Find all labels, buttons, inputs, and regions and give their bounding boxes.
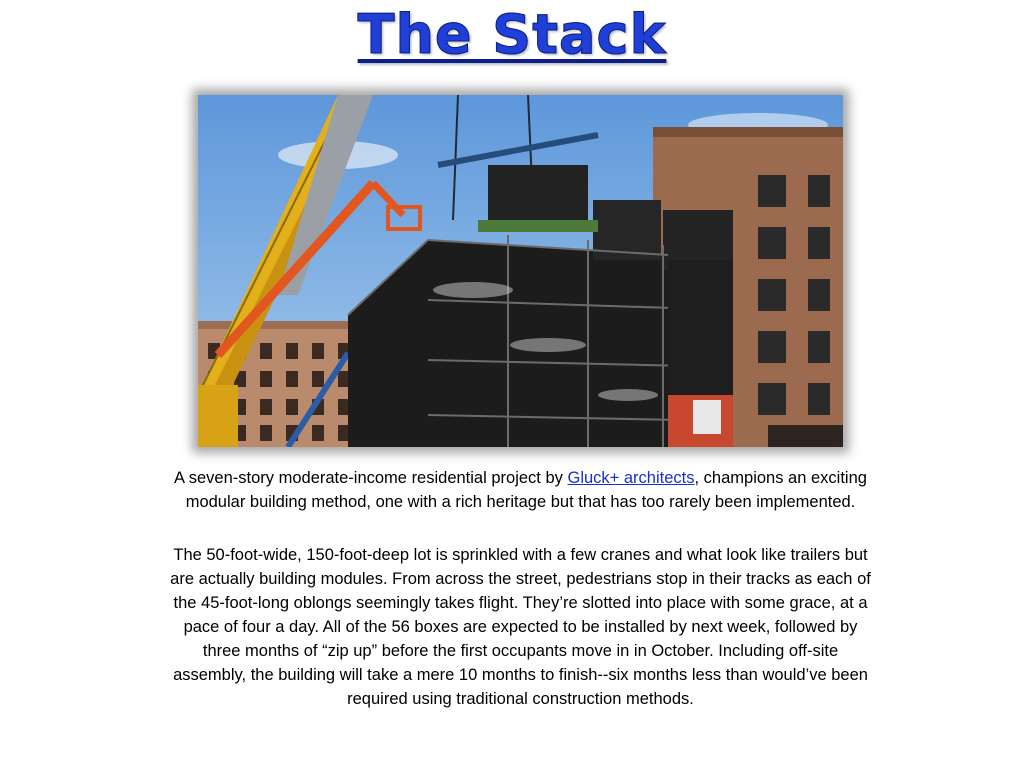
construction-photo — [198, 95, 843, 447]
caption-1-after-link: , champions an exciting modular building method, one with a rich heritage but that has too rarely been implemented. — [185, 469, 867, 511]
caption-1-before-link: A seven-story moderate-income residential project by — [174, 469, 568, 487]
caption-paragraph-1 — [168, 466, 873, 514]
gluck-architects-link[interactable]: Gluck+ architects — [567, 469, 695, 487]
caption-paragraph-2: The 50-foot-wide, 150-foot-deep lot is sprinkled with a few cranes and what look like trailers but are actually building modules. From across the street, pedestrians stop in their tracks as each of the 45-foot-long oblongs seemingly takes flight. They’re slotted into place with some grace, at a pace of four a day. All of the 56 boxes are expected to be installed by next week, followed by three months of “zip up” before the first occupants move in in October. Including off-site assembly, the building will take a mere 10 months to finish--six months less than would’ve been required using traditional construction methods. — [170, 546, 871, 708]
title-container — [0, 0, 1024, 68]
slide-title: The Stack — [357, 3, 667, 66]
